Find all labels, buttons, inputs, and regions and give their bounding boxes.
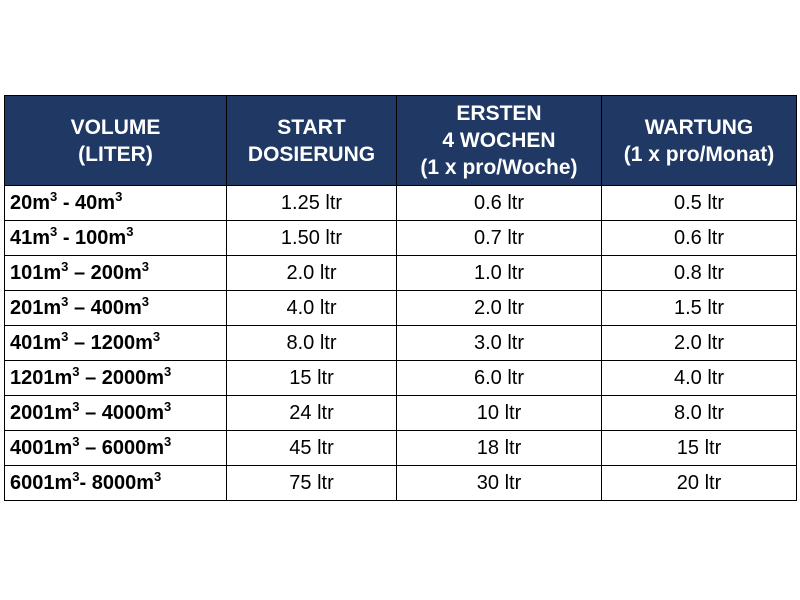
volume-from: 41m — [10, 226, 51, 249]
range-separator: – — [68, 261, 91, 284]
header-start-dosing — [227, 96, 397, 186]
cubic-exponent: 3 — [61, 328, 69, 344]
volume-to: 100m — [75, 226, 127, 249]
volume-from: 6001m — [10, 471, 73, 494]
volume-range-cell — [5, 186, 227, 221]
cubic-exponent: 3 — [72, 468, 80, 484]
start-dose-cell: 75 ltr — [227, 466, 397, 501]
volume-range-cell — [5, 326, 227, 361]
range-separator: - — [57, 226, 76, 249]
start-dose-cell: 45 ltr — [227, 431, 397, 466]
volume-from: 4001m — [10, 436, 73, 459]
header-first-weeks — [397, 96, 602, 186]
header-volume-line: (LITER) — [78, 142, 153, 166]
weekly-dose-cell: 10 ltr — [397, 396, 602, 431]
maintenance-dose-cell: 8.0 ltr — [602, 396, 797, 431]
table-row — [5, 186, 797, 221]
range-separator: – — [79, 366, 102, 389]
table-row — [5, 256, 797, 291]
cubic-exponent: 3 — [72, 398, 80, 414]
weekly-dose-cell: 0.6 ltr — [397, 186, 602, 221]
header-volume-line: VOLUME — [70, 115, 161, 139]
maintenance-dose-cell: 15 ltr — [602, 431, 797, 466]
table-body — [5, 186, 797, 501]
start-dose-cell: 2.0 ltr — [227, 256, 397, 291]
maintenance-dose-cell: 0.8 ltr — [602, 256, 797, 291]
start-dose-cell: 24 ltr — [227, 396, 397, 431]
maintenance-dose-cell: 0.6 ltr — [602, 221, 797, 256]
maintenance-dose-cell: 1.5 ltr — [602, 291, 797, 326]
dosing-table — [4, 95, 797, 501]
volume-from: 101m — [10, 261, 62, 284]
cubic-exponent: 3 — [61, 258, 69, 274]
volume-to: 400m — [90, 296, 142, 319]
volume-range-cell — [5, 431, 227, 466]
table-header — [5, 96, 797, 186]
range-separator: - — [57, 191, 76, 214]
volume-range-cell — [5, 466, 227, 501]
maintenance-dose-cell: 4.0 ltr — [602, 361, 797, 396]
volume-from: 2001m — [10, 401, 73, 424]
cubic-exponent: 3 — [141, 293, 150, 309]
start-dose-cell: 15 ltr — [227, 361, 397, 396]
volume-from: 401m — [10, 331, 62, 354]
cubic-exponent: 3 — [152, 328, 161, 344]
cubic-exponent: 3 — [126, 223, 134, 239]
start-dose-cell: 1.50 ltr — [227, 221, 397, 256]
volume-from: 1201m — [10, 366, 73, 389]
cubic-exponent: 3 — [115, 188, 123, 204]
volume-range-cell — [5, 221, 227, 256]
header-volume — [5, 96, 227, 186]
weekly-dose-cell: 0.7 ltr — [397, 221, 602, 256]
maintenance-dose-cell: 2.0 ltr — [602, 326, 797, 361]
table-row — [5, 326, 797, 361]
maintenance-dose-cell: 20 ltr — [602, 466, 797, 501]
cubic-exponent: 3 — [72, 433, 80, 449]
table-row — [5, 431, 797, 466]
volume-range-cell — [5, 396, 227, 431]
range-separator: – — [79, 401, 102, 424]
cubic-exponent: 3 — [141, 258, 150, 274]
volume-to: 8000m — [91, 471, 155, 494]
table-row — [5, 396, 797, 431]
header-maintenance-line: WARTUNG — [644, 115, 754, 139]
start-dose-cell: 1.25 ltr — [227, 186, 397, 221]
volume-range-cell — [5, 256, 227, 291]
cubic-exponent: 3 — [164, 363, 172, 379]
cubic-exponent: 3 — [154, 468, 162, 484]
volume-from: 201m — [10, 296, 62, 319]
maintenance-dose-cell: 0.5 ltr — [602, 186, 797, 221]
header-maintenance-line: (1 x pro/Monat) — [623, 142, 775, 166]
table-row — [5, 466, 797, 501]
volume-range-cell — [5, 291, 227, 326]
header-weeks-line: 4 WOCHEN — [442, 129, 556, 152]
header-maintenance — [602, 96, 797, 186]
weekly-dose-cell: 6.0 ltr — [397, 361, 602, 396]
weekly-dose-cell: 30 ltr — [397, 466, 602, 501]
weekly-dose-cell: 2.0 ltr — [397, 291, 602, 326]
weekly-dose-cell: 3.0 ltr — [397, 326, 602, 361]
volume-to: 6000m — [101, 436, 165, 459]
table-row — [5, 291, 797, 326]
range-separator: – — [68, 296, 91, 319]
cubic-exponent: 3 — [50, 223, 58, 239]
volume-to: 40m — [75, 191, 116, 214]
range-separator: – — [68, 331, 91, 354]
cubic-exponent: 3 — [61, 293, 69, 309]
volume-from: 20m — [10, 191, 51, 214]
table-row — [5, 361, 797, 396]
table-row — [5, 221, 797, 256]
header-weeks-line: (1 x pro/Woche) — [420, 156, 578, 179]
cubic-exponent: 3 — [164, 398, 172, 414]
header-start-line: START — [277, 115, 346, 139]
weekly-dose-cell: 18 ltr — [397, 431, 602, 466]
volume-range-cell — [5, 361, 227, 396]
header-weeks-line: ERSTEN — [456, 102, 542, 125]
start-dose-cell: 4.0 ltr — [227, 291, 397, 326]
cubic-exponent: 3 — [50, 188, 58, 204]
volume-to: 2000m — [101, 366, 165, 389]
weekly-dose-cell: 1.0 ltr — [397, 256, 602, 291]
volume-to: 1200m — [90, 331, 153, 354]
cubic-exponent: 3 — [72, 363, 80, 379]
volume-to: 200m — [90, 261, 142, 284]
volume-to: 4000m — [101, 401, 165, 424]
start-dose-cell: 8.0 ltr — [227, 326, 397, 361]
header-row — [5, 96, 797, 186]
range-separator: – — [79, 436, 102, 459]
range-separator: - — [79, 471, 92, 494]
header-start-line: DOSIERUNG — [247, 142, 376, 166]
cubic-exponent: 3 — [164, 433, 172, 449]
